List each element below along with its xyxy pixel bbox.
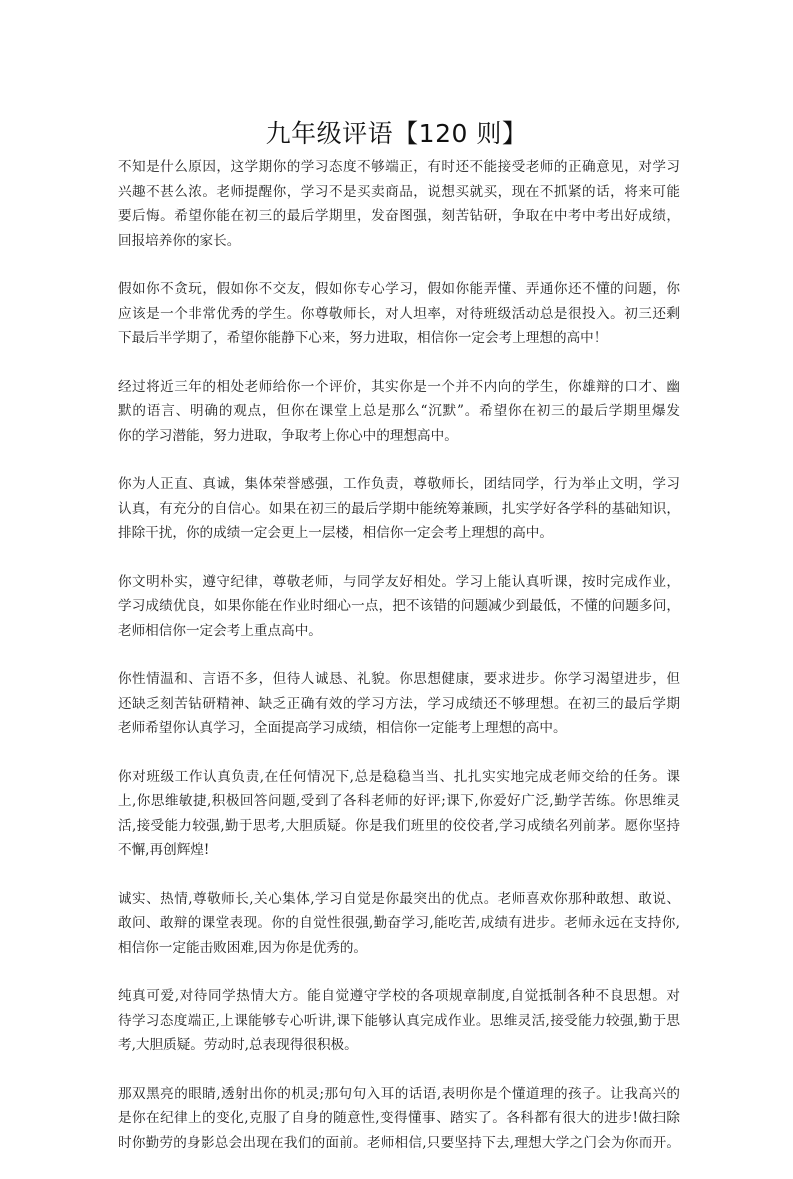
text-line: 那双黑亮的眼睛,透射出你的机灵;那句句入耳的话语,表明你是个懂道理的孩子。让我高兴的: [118, 1085, 680, 1102]
text-line: 经过将近三年的相处老师给你一个评价，其实你是一个并不内向的学生，你雄辩的口才、幽: [118, 378, 680, 395]
text-line: 时你勤劳的身影总会出现在我们的面前。老师相信,只要坚持下去,理想大学之门会为你而开。: [118, 1134, 680, 1151]
text-line: 老师希望你认真学习，全面提高学习成绩，相信你一定能考上理想的高中。: [118, 720, 567, 736]
text-line: 学习成绩优良，如果你能在作业时细心一点，把不该错的问题减少到最低，不懂的问题多问，: [118, 598, 680, 614]
comment-paragraph-9: [118, 984, 680, 1058]
text-line: 敢问、敢辩的课堂表现。你的自觉性很强,勤奋学习,能吃苦,成绩有进步。老师永远在支持你,: [118, 915, 680, 931]
text-line: 待学习态度端正,上课能够专心听讲,课下能够认真完成作业。思维灵活,接受能力较强,勤于思: [118, 1012, 680, 1029]
text-line: 你文明朴实，遵守纪律，尊敬老师，与同学友好相处。学习上能认真听课，按时完成作业，: [118, 573, 680, 590]
comment-paragraph-3: [118, 375, 680, 449]
comment-paragraph-8: [118, 887, 680, 961]
text-line: 诚实、热情,尊敬师长,关心集体,学习自觉是你最突出的优点。老师喜欢你那种敢想、敢说、: [118, 890, 680, 907]
text-line: 假如你不贪玩，假如你不交友，假如你专心学习，假如你能弄懂、弄通你还不懂的问题，你: [118, 281, 680, 297]
text-line: 你性情温和、言语不多，但待人诚恳、礼貌。你思想健康，要求进步。你学习渴望进步，但: [118, 671, 680, 687]
text-line: 你对班级工作认真负责,在任何情况下,总是稳稳当当、扎扎实实地完成老师交给的任务。课: [118, 768, 680, 785]
comment-paragraph-10: [118, 1082, 680, 1156]
document-title: 九年级评语【120 则】: [265, 118, 528, 148]
document-body: [118, 155, 680, 1179]
text-line: 是你在纪律上的变化,克服了自身的随意性,变得懂事、踏实了。各科都有很大的进步!做扫除: [118, 1110, 680, 1126]
text-line: 排除干扰，你的成绩一定会更上一层楼，相信你一定会考上理想的高中。: [118, 525, 553, 541]
text-line: 上,你思维敏捷,积极回答问题,受到了各科老师的好评;课下,你爱好广泛,勤学苦练。你思维灵: [118, 793, 680, 809]
text-line: 还缺乏刻苦钻研精神、缺乏正确有效的学习方法，学习成绩还不够理想。在初三的最后学期: [118, 695, 680, 712]
text-line: 下最后半学期了，希望你能静下心来，努力进取，相信你一定会考上理想的高中！: [118, 330, 608, 346]
comment-paragraph-5: [118, 570, 680, 644]
comment-paragraph-7: [118, 765, 680, 863]
comment-paragraph-4: [118, 472, 680, 546]
comment-paragraph-2: [118, 277, 680, 351]
text-line: 兴趣不甚么浓。老师提醒你，学习不是买卖商品，说想买就买，现在不抓紧的话，将来可能: [118, 183, 680, 200]
text-line: 认真，有充分的自信心。如果在初三的最后学期中能统筹兼顾，扎实学好各学科的基础知识，: [118, 500, 680, 517]
text-line: 纯真可爱,对待同学热情大方。能自觉遵守学校的各项规章制度,自觉抵制各种不良思想。对: [118, 988, 680, 1004]
text-line: 要后悔。希望你能在初三的最后学期里，发奋图强，刻苦钻研，争取在中考中考出好成绩，: [118, 208, 680, 224]
text-line: 不懈,再创辉煌!: [118, 842, 210, 858]
comment-paragraph-1: [118, 155, 680, 253]
text-line: 相信你一定能击败困难,因为你是优秀的。: [118, 939, 368, 956]
text-line: 回报培养你的家长。: [118, 232, 241, 249]
text-line: 应该是一个非常优秀的学生。你尊敬师长，对人坦率，对待班级活动总是很投入。初三还剩: [118, 305, 680, 322]
text-line: 活,接受能力较强,勤于思考,大胆质疑。你是我们班里的佼佼者,学习成绩名列前茅。愿你坚持: [118, 817, 680, 834]
text-line: 不知是什么原因，这学期你的学习态度不够端正，有时还不能接受老师的正确意见，对学习: [118, 159, 680, 175]
comment-paragraph-6: [118, 667, 680, 741]
text-line: 你的学习潜能，努力进取，争取考上你心中的理想高中。: [118, 427, 458, 444]
text-line: 默的语言、明确的观点，但你在课堂上总是那么“沉默”。希望你在初三的最后学期里爆发: [118, 403, 680, 419]
text-line: 考,大胆质疑。劳动时,总表现得很积极。: [118, 1037, 358, 1053]
text-line: 你为人正直、真诚，集体荣誉感强，工作负责，尊敬师长，团结同学，行为举止文明，学习: [118, 476, 680, 492]
text-line: 老师相信你一定会考上重点高中。: [118, 622, 322, 639]
